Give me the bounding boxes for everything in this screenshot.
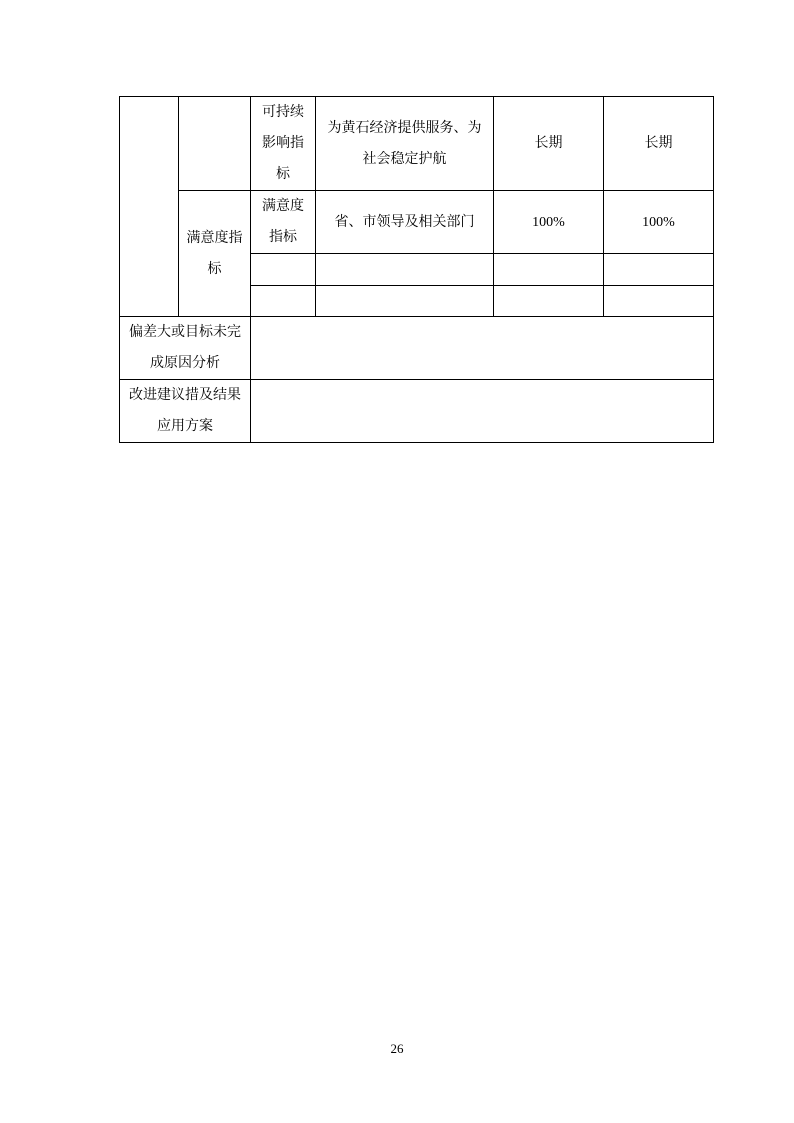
empty-cell [251, 254, 316, 286]
satisfaction-indicator-cell: 满意度指标 [251, 191, 316, 254]
improvement-plan-label: 改进建议措及结果应用方案 [120, 380, 251, 443]
empty-cell [494, 286, 604, 317]
empty-cell [251, 286, 316, 317]
satisfaction-content-cell: 省、市领导及相关部门 [316, 191, 494, 254]
table-row [120, 380, 714, 443]
table-row [120, 317, 714, 380]
satisfaction-target-cell: 100% [494, 191, 604, 254]
sustainable-target-cell: 长期 [494, 97, 604, 191]
empty-cell [316, 254, 494, 286]
satisfaction-category-cell: 满意度指标 [179, 191, 251, 317]
empty-cell [316, 286, 494, 317]
table-row [120, 191, 714, 254]
satisfaction-actual-cell: 100% [604, 191, 714, 254]
empty-cell [604, 286, 714, 317]
sustainable-content-cell: 为黄石经济提供服务、为社会稳定护航 [316, 97, 494, 191]
empty-cell [494, 254, 604, 286]
first-level-indicator-cell [120, 97, 179, 317]
empty-cell [604, 254, 714, 286]
table-row [120, 97, 714, 191]
deviation-analysis-label: 偏差大或目标未完成原因分析 [120, 317, 251, 380]
sustainable-indicator-cell: 可持续影响指标 [251, 97, 316, 191]
second-level-indicator-cell [179, 97, 251, 191]
improvement-plan-value [251, 380, 714, 443]
deviation-analysis-value [251, 317, 714, 380]
sustainable-actual-cell: 长期 [604, 97, 714, 191]
page-number: 26 [390, 1041, 404, 1056]
performance-indicator-table [119, 96, 714, 443]
